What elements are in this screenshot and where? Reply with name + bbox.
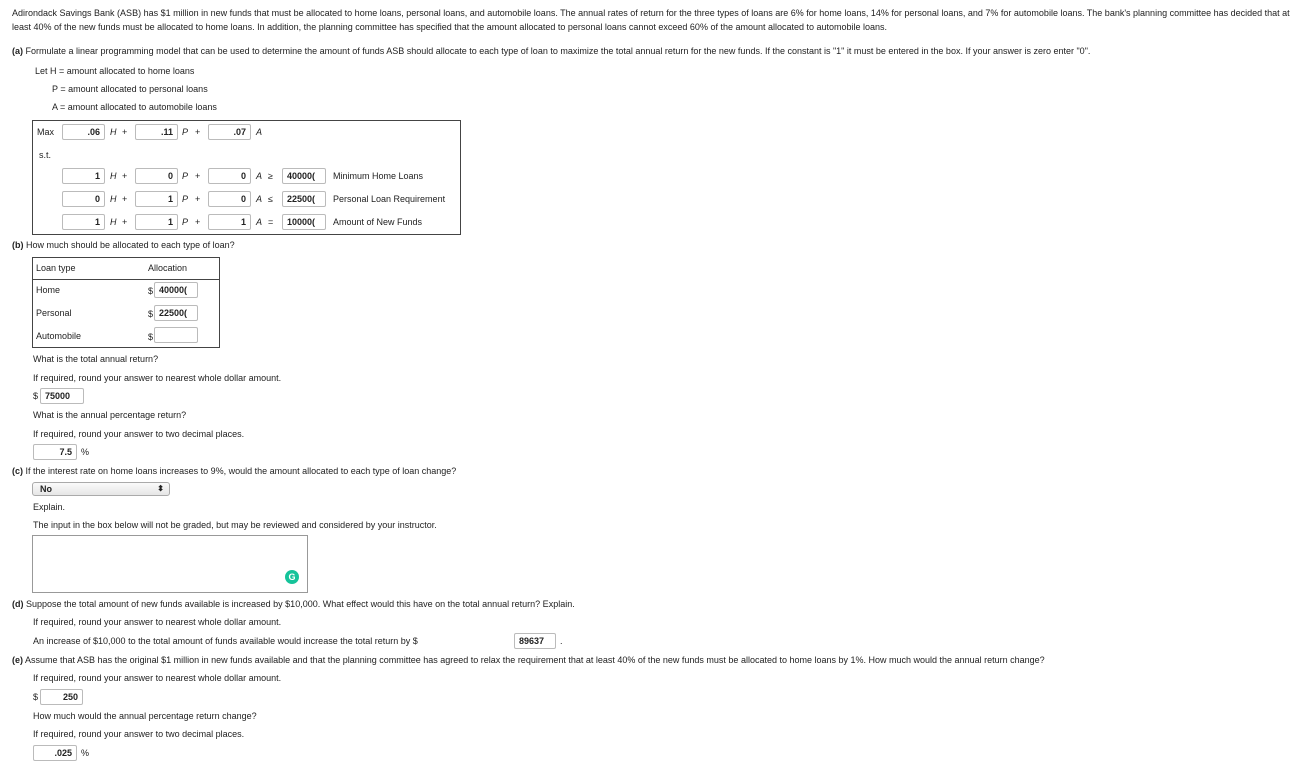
col-loan-type: Loan type [36, 263, 76, 273]
part-c-text: If the interest rate on home loans increases to 9%, would the amount allocated to each type of loan change? [25, 466, 457, 476]
round-two-note: If required, round your answer to two decimal places. [33, 429, 245, 439]
problem-intro: Adirondack Savings Bank (ASB) has $1 million in new funds that must be allocated to home loans, personal loans, and automobile loans. The annual rates of return for the three types of loans are 6% for home loans, 14% for personal loans, and 7% for automobile loans. The bank's planning committee has decided that at least 40% of the new funds must be allocated to home loans. In addition, the planning committee has specified that the amount allocated to personal loans cannot exceed 60% of the amount allocated to automobile loans. [12, 8, 1290, 32]
plus-sign: + [122, 217, 128, 227]
st-label: s.t. [39, 150, 52, 160]
part-e-text: Assume that ASB has the original $1 million in new funds available and that the planning committee has agreed to relax the requirement that at least 40% of the new funds must be allocated to home loans by 1%. How much would the annual return change? [25, 655, 1045, 665]
c1-h-coef[interactable]: 1 [62, 168, 105, 184]
let-h-text: Let H = amount allocated to home loans [35, 66, 195, 76]
c3-a-coef[interactable]: 1 [208, 214, 251, 230]
total-return-input[interactable]: 75000 [40, 388, 84, 404]
rate-change-dropdown[interactable] [32, 482, 170, 496]
percentage-change-question: How much would the annual percentage return change? [33, 711, 257, 721]
part-b-text: How much should be allocated to each type of loan? [26, 240, 235, 250]
max-label: Max [37, 127, 55, 137]
ungraded-note: The input in the box below will not be graded, but may be reviewed and considered by your instructor. [33, 520, 437, 530]
increase-answer-text: An increase of $10,000 to the total amount of funds available would increase the total return by $ [33, 636, 418, 646]
c3-name: Amount of New Funds [333, 217, 423, 227]
currency-sign: $ [148, 309, 154, 319]
c1-operator: ≥ [268, 171, 273, 181]
round-two-note: If required, round your answer to two decimal places. [33, 729, 245, 739]
plus-sign: + [122, 171, 128, 181]
part-e-question [12, 655, 1045, 665]
part-c-question [12, 466, 456, 476]
plus-sign: + [122, 127, 128, 137]
return-change-input[interactable]: 250 [40, 689, 83, 705]
percentage-return-question: What is the annual percentage return? [33, 410, 187, 420]
c2-operator: ≤ [268, 194, 273, 204]
round-dollar-note: If required, round your answer to nearest whole dollar amount. [33, 373, 282, 383]
c2-name: Personal Loan Requirement [333, 194, 446, 204]
part-b-question [12, 240, 235, 250]
explain-label: Explain. [33, 502, 66, 512]
plus-sign: + [195, 127, 201, 137]
table-header-divider [32, 279, 220, 280]
objective-p-coef[interactable]: .11 [135, 124, 178, 140]
automobile-allocation-input[interactable] [154, 327, 198, 343]
plus-sign: + [195, 217, 201, 227]
var-p: P [182, 217, 189, 227]
increase-return-input[interactable]: 89637 [514, 633, 556, 649]
row-automobile-label: Automobile [36, 331, 82, 341]
c1-name: Minimum Home Loans [333, 171, 424, 181]
part-b-label: (b) [12, 240, 24, 250]
percentage-return-input[interactable]: 7.5 [33, 444, 77, 460]
dropdown-arrows-icon: ⬍ [157, 484, 164, 493]
var-a: A [256, 127, 263, 137]
c2-h-coef[interactable]: 0 [62, 191, 105, 207]
currency-sign: $ [33, 692, 39, 702]
part-c-label: (c) [12, 466, 23, 476]
percentage-change-input[interactable]: .025 [33, 745, 77, 761]
var-a: A [256, 171, 263, 181]
grammarly-icon[interactable]: G [285, 570, 299, 584]
c1-p-coef[interactable]: 0 [135, 168, 178, 184]
home-allocation-input[interactable]: 40000( [154, 282, 198, 298]
let-a-text: A = amount allocated to automobile loans [52, 102, 217, 112]
part-a-text: Formulate a linear programming model that can be used to determine the amount of funds ASB should allocate to each type of loan to maximize the total annual return for the new funds. If the constant is "1" it must be entered in the box. If your answer is zero enter "0". [25, 46, 1091, 56]
currency-sign: $ [33, 391, 39, 401]
currency-sign: $ [148, 286, 154, 296]
var-h: H [110, 217, 117, 227]
round-dollar-note: If required, round your answer to nearest whole dollar amount. [33, 617, 282, 627]
period: . [560, 636, 563, 646]
plus-sign: + [122, 194, 128, 204]
dropdown-selected-value: No [40, 484, 52, 494]
part-d-question [12, 599, 575, 609]
c3-operator: = [268, 217, 274, 227]
objective-a-coef[interactable]: .07 [208, 124, 251, 140]
var-h: H [110, 127, 117, 137]
c1-rhs[interactable]: 40000( [282, 168, 326, 184]
c3-rhs[interactable]: 10000( [282, 214, 326, 230]
round-dollar-note: If required, round your answer to nearest whole dollar amount. [33, 673, 282, 683]
c2-p-coef[interactable]: 1 [135, 191, 178, 207]
var-a: A [256, 217, 263, 227]
var-p: P [182, 171, 189, 181]
var-p: P [182, 127, 189, 137]
let-p-text: P = amount allocated to personal loans [52, 84, 208, 94]
c2-a-coef[interactable]: 0 [208, 191, 251, 207]
plus-sign: + [195, 171, 201, 181]
percent-sign: % [81, 748, 90, 758]
c3-p-coef[interactable]: 1 [135, 214, 178, 230]
c2-rhs[interactable]: 22500( [282, 191, 326, 207]
c3-h-coef[interactable]: 1 [62, 214, 105, 230]
var-h: H [110, 194, 117, 204]
currency-sign: $ [148, 332, 154, 342]
part-e-label: (e) [12, 655, 23, 665]
plus-sign: + [195, 194, 201, 204]
part-a-label: (a) [12, 46, 23, 56]
percent-sign: % [81, 447, 90, 457]
personal-allocation-input[interactable]: 22500( [154, 305, 198, 321]
col-allocation: Allocation [148, 263, 188, 273]
row-home-label: Home [36, 285, 61, 295]
part-d-text: Suppose the total amount of new funds available is increased by $10,000. What effect would this have on the total annual return? Explain. [26, 599, 575, 609]
var-a: A [256, 194, 263, 204]
c1-a-coef[interactable]: 0 [208, 168, 251, 184]
part-a-question [12, 46, 1090, 56]
var-p: P [182, 194, 189, 204]
objective-h-coef[interactable]: .06 [62, 124, 105, 140]
row-personal-label: Personal [36, 308, 72, 318]
total-return-question: What is the total annual return? [33, 354, 159, 364]
var-h: H [110, 171, 117, 181]
part-d-label: (d) [12, 599, 24, 609]
explanation-textarea[interactable] [32, 535, 308, 593]
